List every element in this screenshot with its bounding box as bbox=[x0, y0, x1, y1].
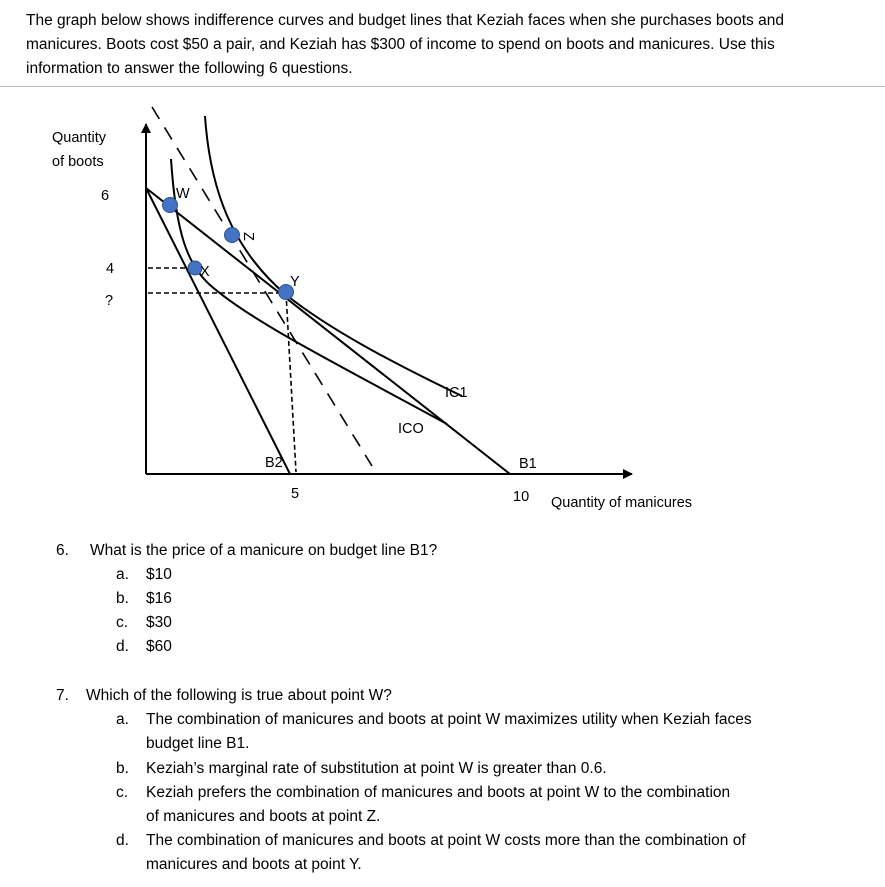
point-label-x: X bbox=[200, 264, 210, 280]
x-tick-10: 10 bbox=[513, 489, 530, 505]
x-tick-5: 5 bbox=[291, 486, 300, 502]
y-tick-6: 6 bbox=[101, 188, 110, 204]
dashed-budget-line bbox=[152, 107, 372, 466]
option-text-line2: manicures and boots at point Y. bbox=[146, 856, 362, 873]
option-7a[interactable] bbox=[116, 708, 816, 756]
question-7 bbox=[56, 684, 856, 708]
question-6 bbox=[56, 539, 856, 563]
x-axis-label: Quantity of manicures bbox=[551, 495, 693, 511]
divider bbox=[0, 86, 885, 87]
option-letter: c. bbox=[116, 784, 129, 801]
option-letter: a. bbox=[116, 711, 129, 728]
y-axis-label-line1: Quantity bbox=[52, 130, 106, 146]
option-text-line1: Keziah prefers the combination of manicures and boots at point W to the combination bbox=[146, 784, 731, 801]
point-z-marker bbox=[225, 228, 240, 243]
curve-label-b1: B1 bbox=[519, 456, 537, 472]
indifference-graph bbox=[0, 95, 885, 535]
point-label-w: W bbox=[176, 186, 190, 202]
option-text-line1: The combination of manicures and boots at point W costs more than the combination of bbox=[146, 832, 746, 849]
indifference-curve-ic0 bbox=[171, 159, 447, 424]
point-label-z: Z bbox=[240, 232, 256, 241]
point-label-y: Y bbox=[290, 274, 300, 290]
option-letter: a. bbox=[116, 566, 129, 583]
option-7d[interactable] bbox=[116, 829, 816, 877]
budget-line-b1 bbox=[146, 188, 510, 474]
budget-line-b2 bbox=[146, 188, 290, 474]
question-number: 7. bbox=[56, 687, 69, 704]
option-text-line1: Keziah’s marginal rate of substitution at point W is greater than 0.6. bbox=[146, 760, 607, 777]
dashed-guide-vertical bbox=[286, 293, 296, 472]
option-text: $10 bbox=[146, 566, 172, 583]
question-stem: What is the price of a manicure on budget line B1? bbox=[90, 542, 438, 559]
option-text-line1: The combination of manicures and boots at point W maximizes utility when Keziah faces bbox=[146, 711, 752, 728]
option-text: $16 bbox=[146, 590, 172, 607]
curve-label-b2: B2 bbox=[265, 455, 283, 471]
option-text-line2: of manicures and boots at point Z. bbox=[146, 808, 381, 825]
option-letter: d. bbox=[116, 638, 129, 655]
option-text: $60 bbox=[146, 638, 172, 655]
curve-label-ic1: IC1 bbox=[445, 385, 468, 401]
y-tick-unknown: ? bbox=[105, 293, 114, 309]
option-7b[interactable] bbox=[116, 757, 816, 781]
option-letter: b. bbox=[116, 590, 129, 607]
y-axis-label-line2: of boots bbox=[52, 154, 104, 170]
question-number: 6. bbox=[56, 542, 69, 559]
option-text-line2: budget line B1. bbox=[146, 735, 250, 752]
option-letter: b. bbox=[116, 760, 129, 777]
intro-paragraph: The graph below shows indifference curves and budget lines that Keziah faces when she purchases boots and manicures. Boots cost $50 a pair, and Keziah has $300 of income to spend on boots and manicures. Use this information to answer the following 6 questions. bbox=[26, 12, 784, 77]
option-letter: c. bbox=[116, 614, 129, 631]
curve-label-ic0: ICO bbox=[398, 421, 424, 437]
option-text: $30 bbox=[146, 614, 172, 631]
question-stem: Which of the following is true about point W? bbox=[86, 687, 392, 704]
y-tick-4: 4 bbox=[106, 261, 115, 277]
option-7c[interactable] bbox=[116, 781, 816, 829]
option-letter: d. bbox=[116, 832, 129, 849]
